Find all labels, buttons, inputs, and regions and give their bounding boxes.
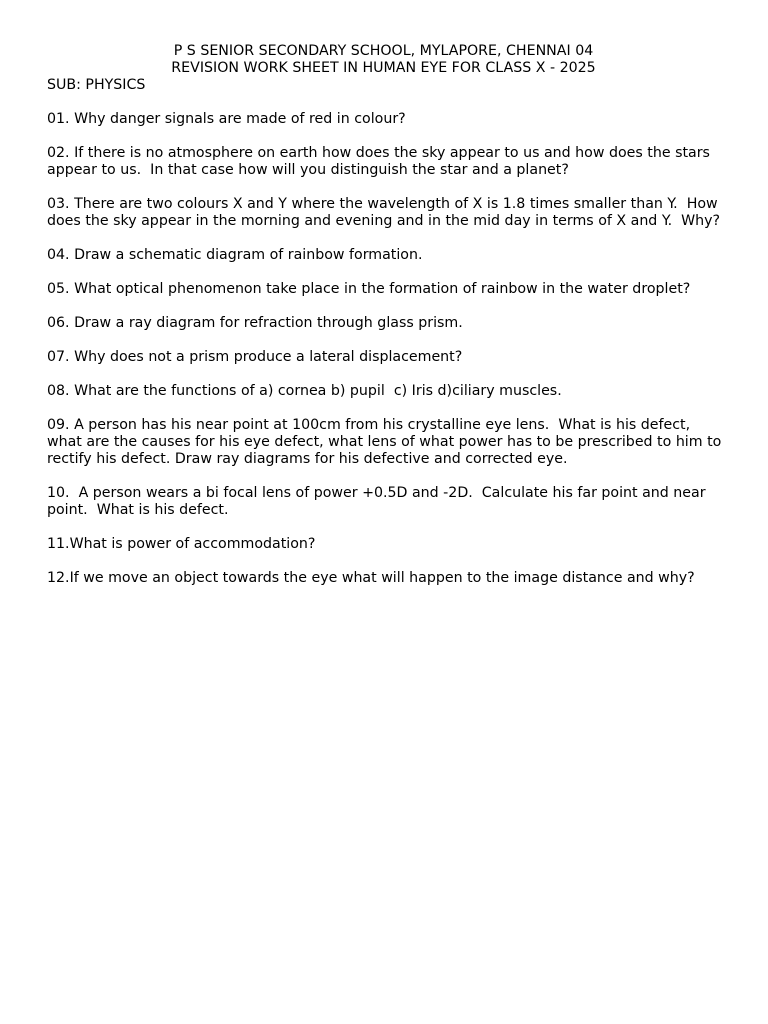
question-06: 06. Draw a ray diagram for refraction through glass prism. (47, 315, 463, 331)
question-01: 01. Why danger signals are made of red in colour? (47, 111, 406, 127)
question-03: 03. There are two colours X and Y where the wavelength of X is 1.8 times smaller than Y. How does the sky appear in the morning and evening and in the mid day in terms of X and Y. Why? (47, 196, 723, 229)
question-09: 09. A person has his near point at 100cm from his crystalline eye lens. What is his defect, what are the causes for his eye defect, what lens of what power has to be prescribed to him to rectify his defect. Draw ray diagrams for his defective and corrected eye. (47, 417, 726, 467)
question-10: 10. A person wears a bi focal lens of power +0.5D and -2D. Calculate his far point and near point. What is his defect. (47, 485, 711, 518)
question-07: 07. Why does not a prism produce a lateral displacement? (47, 349, 463, 365)
question-04: 04. Draw a schematic diagram of rainbow formation. (47, 247, 423, 263)
question-02: 02. If there is no atmosphere on earth how does the sky appear to us and how does the stars appear to us. In that case how will you distinguish the star and a planet? (47, 145, 715, 178)
subject-label: SUB: PHYSICS (47, 77, 146, 93)
question-05: 05. What optical phenomenon take place in the formation of rainbow in the water droplet? (47, 281, 691, 297)
worksheet-page (47, 43, 727, 604)
question-08: 08. What are the functions of a) cornea b) pupil c) Iris d)ciliary muscles. (47, 383, 562, 399)
school-name: P S SENIOR SECONDARY SCHOOL, MYLAPORE, CHENNAI 04 (173, 43, 594, 59)
question-12: 12.If we move an object towards the eye what will happen to the image distance and why? (47, 570, 695, 586)
question-11: 11.What is power of accommodation? (47, 536, 316, 552)
worksheet-title: REVISION WORK SHEET IN HUMAN EYE FOR CLASS X - 2025 (171, 60, 596, 76)
